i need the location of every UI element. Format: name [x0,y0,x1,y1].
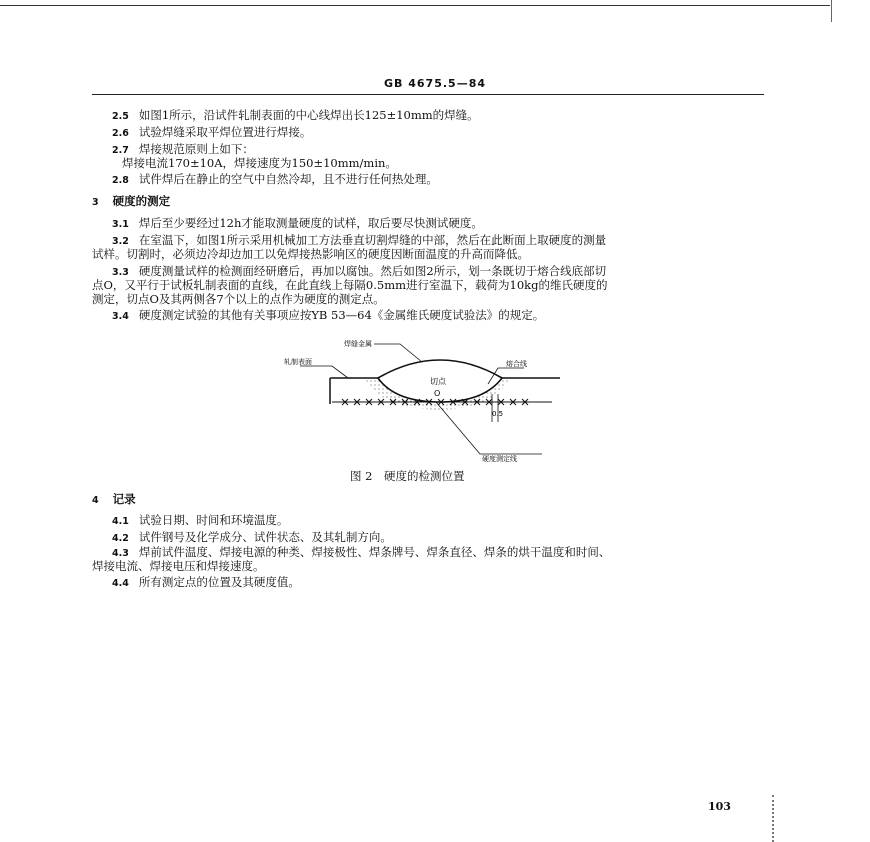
clause-number: 3.3 [112,267,129,278]
clause-text: 试件钢号及化学成分、试件状态、及其轧制方向。 [138,530,392,544]
clause-text: 如图1所示，沿试件轧制表面的中心线焊出长125±10mm的焊缝。 [138,108,479,122]
section-4-heading [92,492,136,508]
clause-number: 2.8 [112,175,129,186]
clause-text: 点O，又平行于试板轧制表面的直线，在此直线上每隔0.5mm进行室温下，载荷为10kg的维氏硬度的 [92,278,608,292]
clause-text: 焊前试件温度、焊接电源的种类、焊接极性、焊条牌号、焊条直径、焊条的烘干温度和时间、 [138,545,611,559]
clause-3-3-cont-2 [92,292,385,306]
weld-bead [378,360,502,378]
clause-text: 硬度测定试验的其他有关事项应按YB 53—64《金属维氏硬度试验法》的规定。 [138,308,545,322]
clause-3-2-cont [92,247,529,261]
point-o-label: O [434,389,441,398]
clause-text: 试验焊缝采取平焊位置进行焊接。 [138,125,312,139]
clause-number: 4.1 [112,516,129,527]
clause-text: 测定，切点O及其两侧各7个以上的点作为硬度的测定点。 [92,292,385,306]
clause-3-1 [112,216,483,232]
rolled-surface-label: 轧制表面 [284,358,312,366]
clause-4-3-cont [92,559,265,573]
scan-top-edge [0,5,830,6]
clause-2-5 [112,108,479,124]
hardness-line-label: 硬度测定线 [482,455,517,463]
section-number: 3 [92,197,99,208]
clause-text: 所有测定点的位置及其硬度值。 [138,575,300,589]
clause-number: 3.1 [112,219,129,230]
clause-4-2 [112,530,392,546]
fusion-line-label: 熔合线 [506,360,527,368]
clause-text: 焊接电流、焊接电压和焊接速度。 [92,559,265,573]
clause-number: 4.4 [112,578,129,589]
clause-4-4 [112,575,300,591]
header-rule [92,94,764,95]
scan-right-edge [831,0,832,22]
tangent-point-label: 切点 [430,377,446,386]
clause-text: 硬度测量试样的检测面经研磨后，再加以腐蚀。然后如图2所示，划一条既切于熔合线底部切 [138,264,607,278]
section-title: 记录 [112,492,136,506]
section-3-heading [92,194,170,210]
clause-number: 3.4 [112,311,129,322]
clause-number: 4.3 [112,548,129,559]
clause-2-7-params [122,156,397,170]
section-number: 4 [92,495,99,506]
scan-binding-dots [772,795,774,842]
spacing-label: 0.5 [492,410,504,418]
clause-text: 试件焊后在静止的空气中自然冷却，且不进行任何热处理。 [138,172,438,186]
figure-caption: 图 2 硬度的检测位置 [350,469,465,483]
clause-number: 2.7 [112,145,129,156]
clause-number: 2.6 [112,128,129,139]
clause-4-1 [112,513,288,529]
clause-number: 2.5 [112,111,129,122]
clause-text: 焊接电流170±10A，焊接速度为150±10mm/min。 [122,156,397,170]
clause-text: 焊后至少要经过12h才能取测量硬度的试样，取后要尽快测试硬度。 [138,216,483,230]
clause-text: 试样。切割时，必须边冷却边加工以免焊接热影响区的硬度因断面温度的升高而降低。 [92,247,529,261]
standard-code: GB 4675.5—84 [384,77,486,90]
clause-number: 3.2 [112,236,129,247]
section-title: 硬度的测定 [112,194,171,208]
clause-text: 焊接规范原则上如下： [138,142,254,156]
clause-text: 在室温下，如图1所示采用机械加工方法垂直切割焊缝的中部，然后在此断面上取硬度的测量 [138,233,607,247]
clause-text: 试验日期、时间和环境温度。 [138,513,289,527]
weld-metal-label: 焊缝金属 [344,340,372,348]
clause-2-6 [112,125,311,141]
hardness-position-figure [270,336,560,466]
clause-3-3-cont-1 [92,278,608,292]
page-number: 103 [708,800,731,813]
clause-number: 4.2 [112,533,129,544]
clause-2-8 [112,172,438,188]
clause-3-4 [112,308,544,324]
